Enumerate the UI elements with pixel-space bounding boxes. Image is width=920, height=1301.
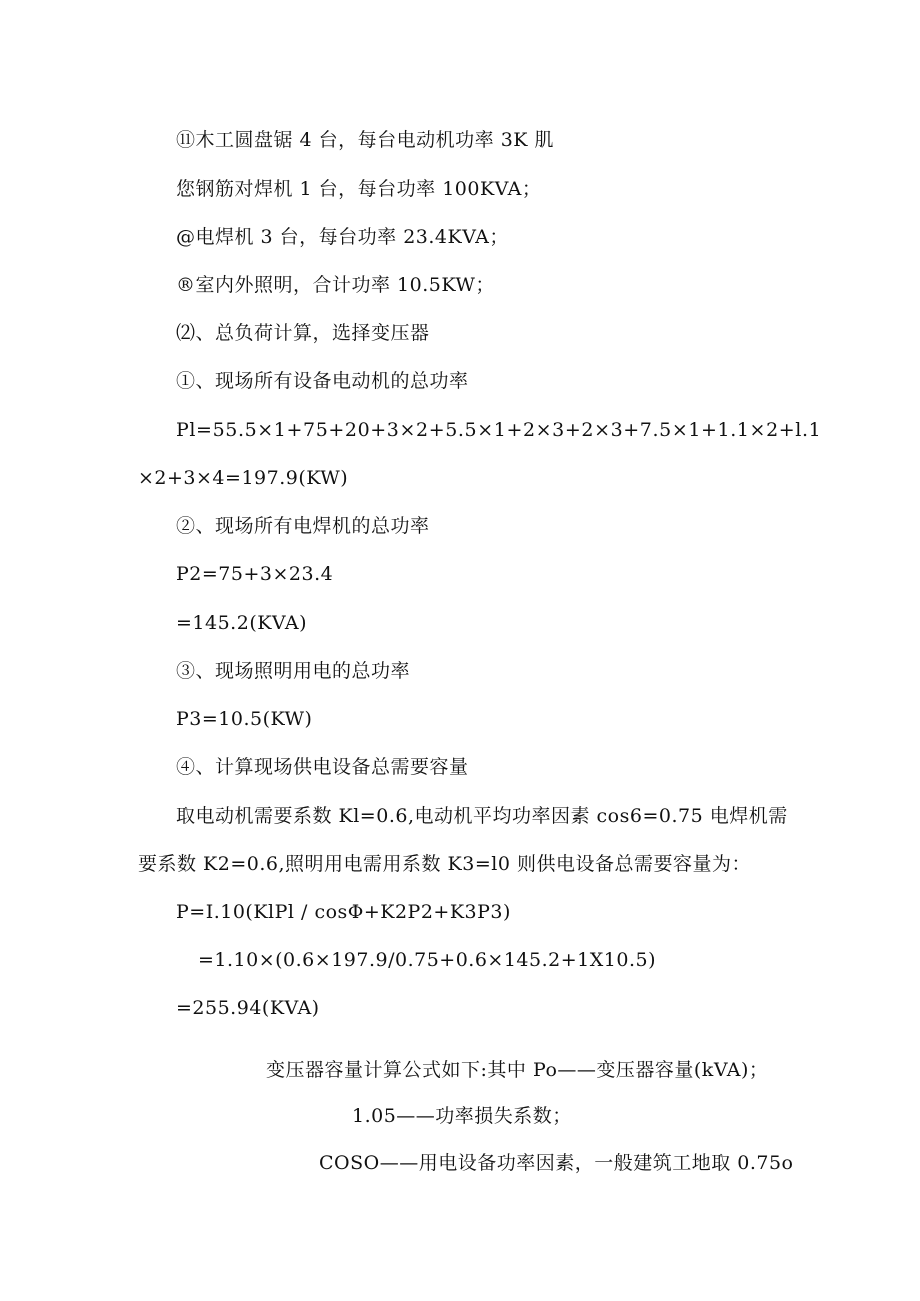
transformer-formula-note-line1: 变压器容量计算公式如下:其中 Po——变压器容量(kVA)； bbox=[266, 1059, 769, 1081]
transformer-formula-note-line2: 1.05——功率损失系数； bbox=[352, 1105, 572, 1127]
paragraph-coefficients-line1: 取电动机需要系数 Kl=0.6,电动机平均功率因素 cos6=0.75 电焊机需 bbox=[176, 805, 788, 827]
formula-p2-line1: P2=75+3×23.4 bbox=[176, 563, 334, 585]
section-heading-total-load: ⑵、总负荷计算，选择变压器 bbox=[176, 322, 430, 344]
equipment-item-circular-saw: ⑪木工圆盘锯 4 台，每台电动机功率 3K 肌 bbox=[176, 129, 555, 151]
equipment-item-butt-welder: 您钢筋对焊机 1 台，每台功率 100KVA； bbox=[176, 178, 542, 200]
formula-p-result: =255.94(KVA) bbox=[176, 997, 320, 1019]
subheading-total-capacity: ④、计算现场供电设备总需要容量 bbox=[176, 756, 469, 778]
equipment-item-lighting: ®室内外照明，合计功率 10.5KW； bbox=[176, 274, 495, 296]
subheading-motor-power: ①、现场所有设备电动机的总功率 bbox=[176, 370, 469, 392]
subheading-lighting-power: ③、现场照明用电的总功率 bbox=[176, 660, 411, 682]
formula-p1-line1: Pl=55.5×1+75+20+3×2+5.5×1+2×3+2×3+7.5×1+1.1×2+l.1 bbox=[176, 419, 822, 441]
formula-p-substituted: =1.10×(0.6×197.9/0.75+0.6×145.2+1X10.5) bbox=[198, 949, 656, 971]
formula-p3: P3=10.5(KW) bbox=[176, 708, 313, 730]
transformer-formula-note-line3: COSO——用电设备功率因素，一般建筑工地取 0.75o bbox=[319, 1152, 794, 1174]
formula-p1-line2: ×2+3×4=197.9(KW) bbox=[138, 467, 349, 489]
subheading-welder-power: ②、现场所有电焊机的总功率 bbox=[176, 515, 430, 537]
formula-p-general: P=I.10(KlPl / cosΦ+K2P2+K3P3) bbox=[176, 901, 511, 923]
paragraph-coefficients-line2: 要系数 K2=0.6,照明用电需用系数 K3=l0 则供电设备总需要容量为： bbox=[138, 853, 751, 875]
equipment-item-electric-welder: @电焊机 3 台，每台功率 23.4KVA； bbox=[176, 226, 509, 248]
formula-p2-result: =145.2(KVA) bbox=[176, 612, 307, 634]
